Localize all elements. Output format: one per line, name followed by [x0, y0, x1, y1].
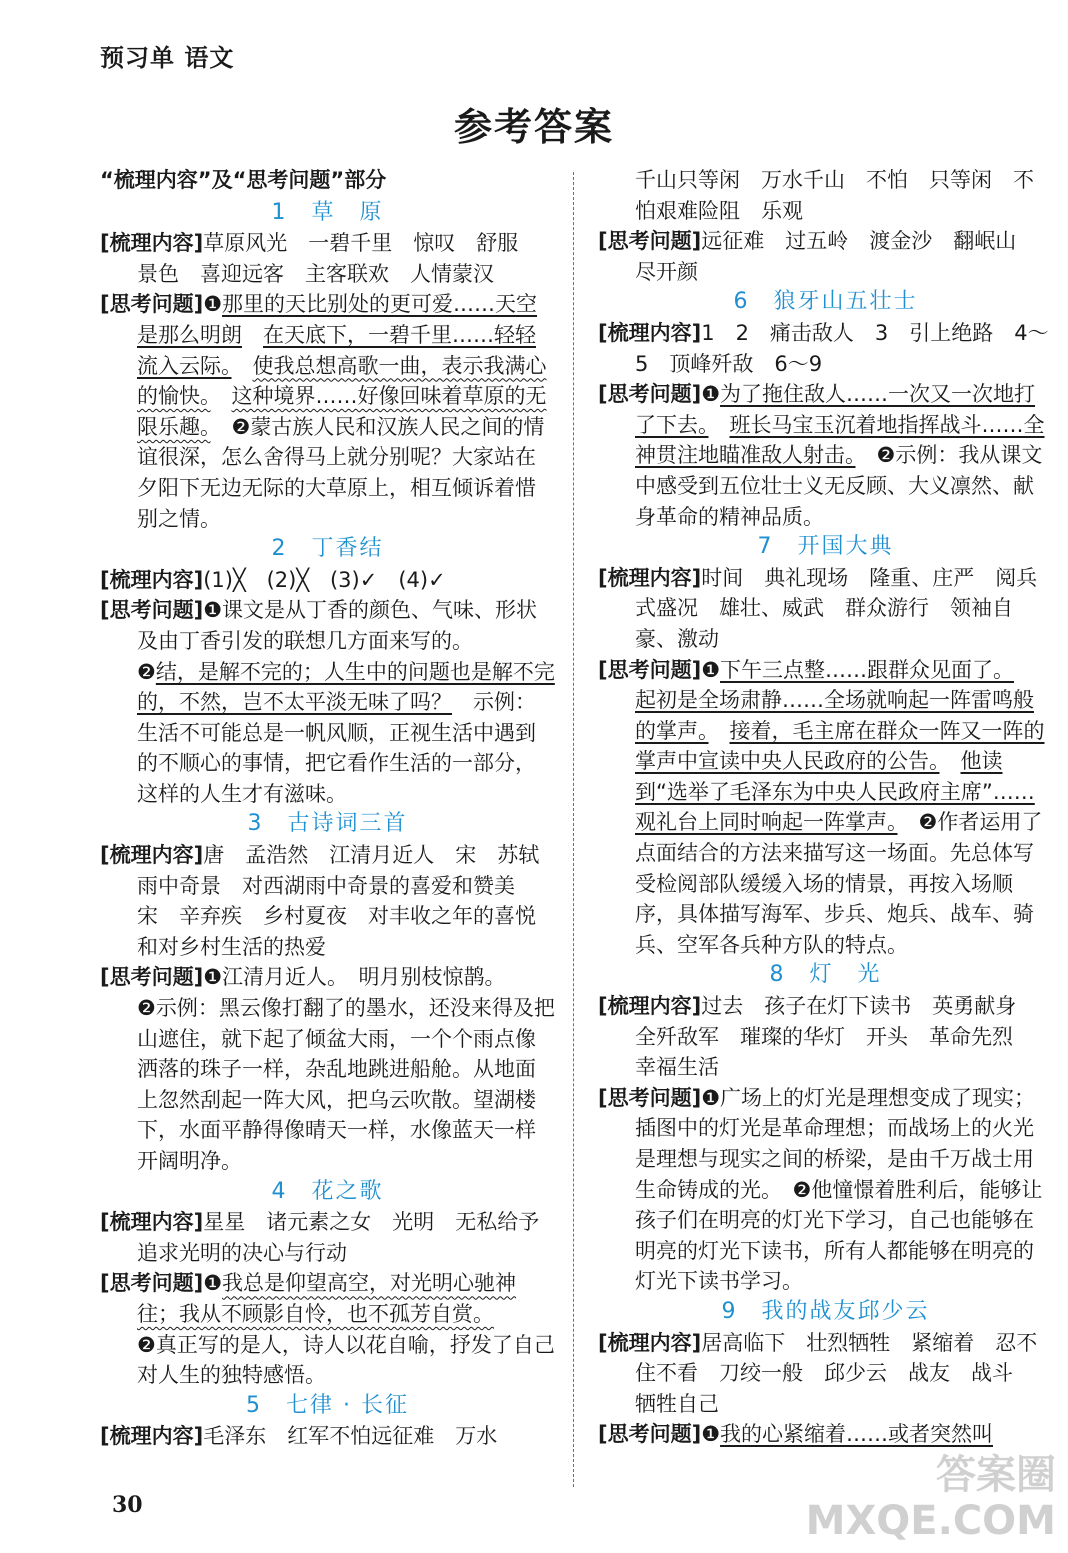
book-header: 预习单 语文	[100, 44, 235, 72]
watermark-line2: MXQE.COM	[805, 1498, 1056, 1544]
answer-text: 1 2 痛击敌人 3 引上绝路 4～5 顶峰歼敌 6～9	[635, 320, 1049, 376]
lesson-title: 5 七律 · 长征	[246, 1392, 409, 1418]
lesson-title: 9 我的战友邱少云	[721, 1298, 930, 1324]
lesson-title: 1 草 原	[271, 199, 384, 225]
answer-paragraph	[100, 1421, 555, 1452]
answer-text: ❶广场上的灯光是理想变成了现实；插图中的灯光是革命理想；而战场上的火光是理想与现实之间的桥梁，是由千万战士用生命铸成的光。 ❷他憧憬着胜利后，能够让孩子们在明亮的灯光下学习，自己也能够在明亮的灯光下读书，所有人都能够在明亮的灯光下读书学习。	[635, 1085, 1043, 1294]
answer-text: 我的心紧缩着……或者突然叫	[720, 1422, 994, 1447]
lesson-title: 3 古诗词三首	[247, 811, 408, 837]
answer-paragraph	[100, 228, 555, 289]
answer-text: (1)╳ (2)╳ (3)✓ (4)✓	[203, 567, 446, 592]
answer-text: 下午三点整……跟群众见面了。	[720, 657, 1015, 682]
answer-paragraph	[598, 1419, 1053, 1450]
answer-label: [梳理内容]	[100, 231, 204, 256]
answer-subparagraph	[100, 657, 555, 810]
answer-text: 结，是解不完的；人生中的问题也是解不完的，不然，岂不太平淡无味了吗？	[137, 659, 555, 715]
answer-text: 在天底下，一碧千里……轻轻流入云际。	[137, 322, 536, 378]
answer-text: 那里的天比别处的更可爱……天空是那么明朗	[137, 292, 538, 347]
answer-text: ❷示例：我从课文中感受到五位壮士义无反顾、大义凛然、献身革命的精神品质。	[635, 443, 1043, 529]
answer-text: ❶课文是从丁香的颜色、气味、形状及由丁香引发的联想几方面来写的。	[137, 598, 538, 653]
answer-paragraph	[100, 840, 561, 962]
answer-paragraph	[598, 563, 1053, 655]
answer-text: 毛泽东 红军不怕远征难 万水	[203, 1424, 498, 1449]
answer-paragraph	[598, 991, 1053, 1083]
answer-subparagraph	[598, 685, 1053, 960]
answer-text: ❶	[701, 382, 721, 407]
answer-text: 我总是仰望高空，对光明心驰神往；我从不顾影自怜，也不孤芳自赏。	[137, 1271, 517, 1326]
answer-paragraph	[598, 1328, 1053, 1420]
answer-text	[242, 323, 263, 347]
answer-text: 示例：生活不可能总是一帆风顺，正视生活中遇到的不顺心的事情，把它看作生活的一部分，这样的人生才有滋味。	[137, 690, 536, 806]
answer-paragraph	[100, 1268, 555, 1329]
answer-label: [梳理内容]	[598, 565, 702, 590]
answer-label: [思考问题]	[100, 965, 204, 990]
answer-text: 接着，毛主席在群众一阵又一阵的掌声中宣读中央人民政府的公告。	[635, 718, 1045, 774]
answer-text: ❶	[203, 292, 223, 317]
answer-label: [思考问题]	[598, 657, 702, 682]
column-divider	[573, 172, 574, 1487]
answer-text: ❷作者运用了点面结合的方法来描写这一场面。先总体写受检阅部队缓缓入场的情景，再按入场顺序，具体描写海军、步兵、炮兵、战车、骑兵、空军各兵种方队的特点。	[635, 810, 1043, 957]
answer-text: ❷真正写的是人，诗人以花自喻，抒发了自己对人生的独特感悟。	[137, 1332, 555, 1388]
answer-label: [梳理内容]	[100, 843, 204, 868]
answer-paragraph	[598, 1083, 1053, 1297]
continued-text: 千山只等闲 万水千山 不怕 只等闲 不怕艰难险阻 乐观	[635, 168, 1034, 223]
answer-label: [梳理内容]	[598, 994, 702, 1019]
answer-label: [梳理内容]	[598, 320, 702, 345]
answer-label: [思考问题]	[100, 598, 204, 623]
answer-text: 唐 孟浩然 江清月近人 宋 苏轼 雨中奇景 对西湖雨中奇景的喜爱和赞美 宋 辛弃疾 乡村夏夜 对丰收之年的喜悦和对乡村生活的热爱	[137, 843, 561, 959]
answer-label: [梳理内容]	[598, 1330, 702, 1355]
answer-subparagraph	[100, 993, 555, 1177]
answer-text: ❶	[701, 657, 721, 682]
answer-text: ❷蒙古族人民和汉族人民之间的情谊很深，怎么舍得马上就分别呢？大家站在夕阳下无边无际的大草原上，相互倾诉着惜别之情。	[137, 414, 545, 531]
answer-text: ❶	[701, 1422, 721, 1447]
lesson-title: 4 花之歌	[271, 1178, 384, 1204]
answer-paragraph	[598, 318, 1053, 379]
answer-text	[940, 749, 961, 773]
answer-text: ❷示例：黑云像打翻了的墨水，还没来得及把山遮住，就下起了倾盆大雨，一个个雨点像洒落的珠子一样，杂乱地跳进船舱。从地面上忽然刮起一阵大风，把乌云吹散。望湖楼下，水面平静得像晴天一样，水像蓝天一样开阔明净。	[137, 996, 555, 1173]
answer-paragraph	[100, 1207, 561, 1268]
answer-text: 使我总想高歌一曲，表示我满心的愉快。	[137, 353, 547, 409]
answer-text: 时间 典礼现场 隆重、庄严 阅兵式盛况 雄壮、威武 群众游行 领袖自豪、激动	[635, 565, 1038, 651]
lesson-title: 8 灯 光	[769, 962, 882, 988]
answer-text: ❶	[203, 1271, 223, 1296]
column-heading: “梳理内容”及“思考问题”部分	[100, 168, 387, 192]
answer-label: [思考问题]	[598, 382, 702, 407]
answer-label: [思考问题]	[100, 292, 204, 317]
answer-text: 他读到“选举了毛泽东为中央人民政府主席”……观礼台上同时响起一阵掌声。	[635, 749, 1035, 835]
page-title: 参考答案	[453, 104, 614, 149]
right-column	[598, 165, 1053, 1450]
answer-paragraph	[598, 655, 1053, 686]
answer-subparagraph	[100, 1330, 555, 1391]
answer-label: [思考问题]	[598, 229, 702, 254]
answer-text: ❶江清月近人。 明月别枝惊鹊。	[203, 965, 506, 990]
watermark-logo	[806, 1452, 1056, 1544]
page-number: 30	[112, 1492, 143, 1518]
lesson-title: 7 开国大典	[757, 534, 894, 560]
left-column	[100, 165, 561, 1452]
answer-text: 草原风光 一碧千里 惊叹 舒服 景色 喜迎远客 主客联欢 人情蒙汉	[137, 231, 540, 286]
answer-label: [梳理内容]	[100, 1210, 204, 1235]
answer-label: [梳理内容]	[100, 1424, 204, 1449]
answer-paragraph	[100, 289, 555, 534]
answer-text: 起初是全场肃静……全场就响起一阵雷鸣般的掌声。	[635, 688, 1034, 743]
answer-paragraph	[598, 379, 1053, 532]
answer-text: ❷	[137, 659, 156, 684]
lesson-title: 2 丁香结	[271, 536, 384, 562]
answer-label: [思考问题]	[598, 1422, 702, 1447]
answer-text	[709, 719, 730, 743]
answer-text: 过去 孩子在灯下读书 英勇献身 全歼敌军 璀璨的华灯 开头 革命先烈 幸福生活	[635, 994, 1038, 1080]
answer-text	[211, 384, 232, 408]
answer-text: 班长马宝玉沉着地指挥战斗……全神贯注地瞄准敌人射击。	[635, 412, 1045, 468]
answer-text	[232, 354, 253, 378]
answer-text: 这种境界……好像回味着草原的无限乐趣。	[137, 384, 547, 439]
answer-text	[709, 413, 730, 437]
answer-paragraph	[100, 565, 555, 596]
watermark-line1: 答案圈	[936, 1452, 1056, 1498]
answer-label: [梳理内容]	[100, 567, 204, 592]
answer-paragraph	[100, 962, 555, 993]
answer-text: 居高临下 壮烈牺牲 紧缩着 忍不住不看 刀绞一般 邱少云 战友 战斗 牺牲自己	[635, 1330, 1038, 1416]
answer-paragraph	[100, 595, 555, 656]
answer-label: [思考问题]	[100, 1271, 204, 1296]
lesson-title: 6 狼牙山五壮士	[733, 289, 918, 315]
answer-label: [思考问题]	[598, 1085, 702, 1110]
answer-text: 为了拖住敌人……一次又一次地打了下去。	[635, 382, 1036, 437]
answer-text: 星星 诸元素之女 光明 无私给予 追求光明的决心与行动	[137, 1210, 561, 1265]
answer-paragraph	[598, 226, 1053, 287]
answer-text: 远征难 过五岭 渡金沙 翻岷山 尽开颜	[635, 229, 1038, 284]
